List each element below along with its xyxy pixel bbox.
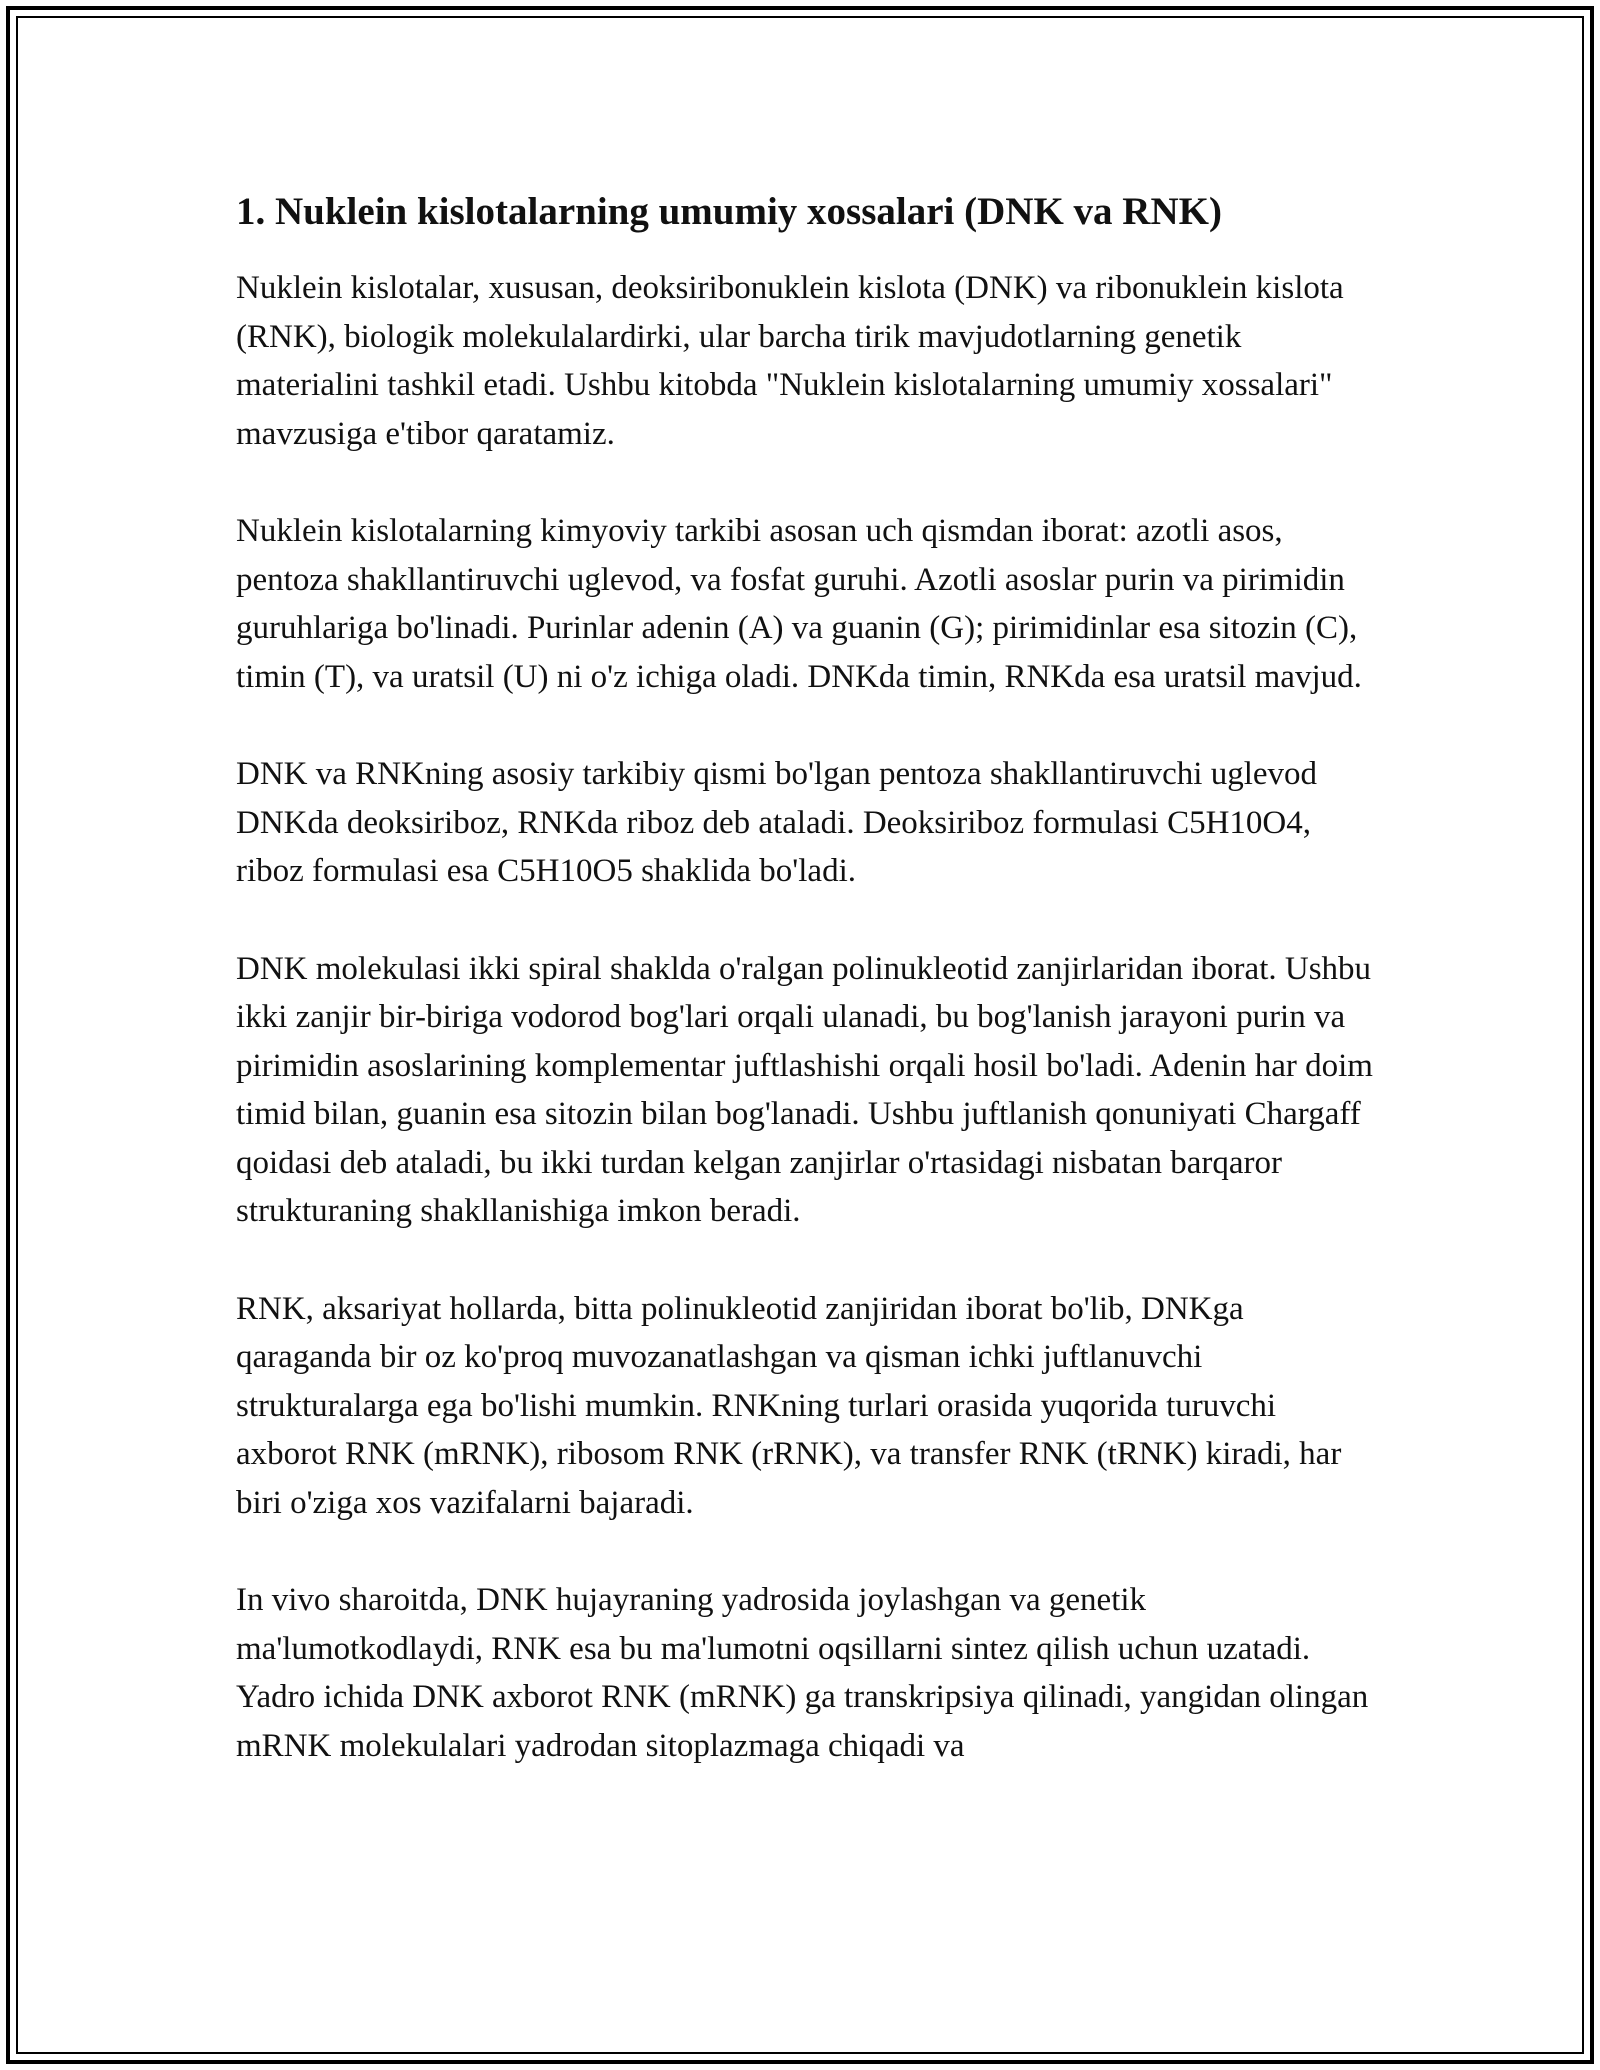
document-body <box>236 186 1376 1819</box>
paragraph-6: In vivo sharoitda, DNK hujayraning yadrosida joylashgan va genetik ma'lumotkodlaydi, RNK esa bu ma'lumotni oqsillarni sintez qilish uchun uzatadi. Yadro ichida DNK axborot RNK (mRNK) ga transkripsiya qilinadi, yangidan olingan mRNK molekulalari yadrodan sitoplazmaga chiqadi va <box>236 1582 1369 1764</box>
section-heading: 1. Nuklein kislotalarning umumiy xossalari (DNK va RNK) <box>236 190 1222 233</box>
paragraph-5: RNK, aksariyat hollarda, bitta polinukleotid zanjiridan iborat bo'lib, DNKga qaraganda bir oz ko'proq muvozanatlashgan va qisman ichki juftlanuvchi strukturalarga ega bo'lishi mumkin. RNKning turlari orasida yuqorida turuvchi axborot RNK (mRNK), ribosom RNK (rRNK), va transfer RNK (tRNK) kiradi, har biri o'ziga xos vazifalarni bajaradi. <box>236 1290 1342 1521</box>
paragraph-4: DNK molekulasi ikki spiral shaklda o'ralgan polinukleotid zanjirlaridan iborat. Ushbu ikki zanjir bir-biriga vodorod bog'lari orqali ulanadi, bu bog'lanish jarayoni purin va pirimidin asoslarining komplementar juftlashishi orqali hosil bo'ladi. Adenin har doim timid bilan, guanin esa sitozin bilan bog'lanadi. Ushbu juftlanish qonuniyati Chargaff qoidasi deb ataladi, bu ikki turdan kelgan zanjirlar o'rtasidagi nisbatan barqaror strukturaning shakllanishiga imkon beradi. <box>236 950 1373 1229</box>
paragraph-2: Nuklein kislotalarning kimyoviy tarkibi asosan uch qismdan iborat: azotli asos, pentoza shakllantiruvchi uglevod, va fosfat guruhi. Azotli asoslar purin va pirimidin guruhlariga bo'linadi. Purinlar adenin (A) va guanin (G); pirimidinlar esa sitozin (C), timin (T), va uratsil (U) ni o'z ichiga oladi. DNKda timin, RNKda esa uratsil mavjud. <box>236 513 1362 695</box>
paragraph-3: DNK va RNKning asosiy tarkibiy qismi bo'lgan pentoza shakllantiruvchi uglevod DNKda deoksiriboz, RNKda riboz deb ataladi. Deoksiriboz formulasi C5H10O4, riboz formulasi esa C5H10O5 shaklida bo'ladi. <box>236 756 1318 889</box>
paragraph-1: Nuklein kislotalar, xususan, deoksiribonuklein kislota (DNK) va ribonuklein kislota (RNK), biologik molekulalardirki, ular barcha tirik mavjudotlarning genetik materialini tashkil etadi. Ushbu kitobda "Nuklein kislotalarning umumiy xossalari" mavzusiga e'tibor qaratamiz. <box>236 270 1344 452</box>
